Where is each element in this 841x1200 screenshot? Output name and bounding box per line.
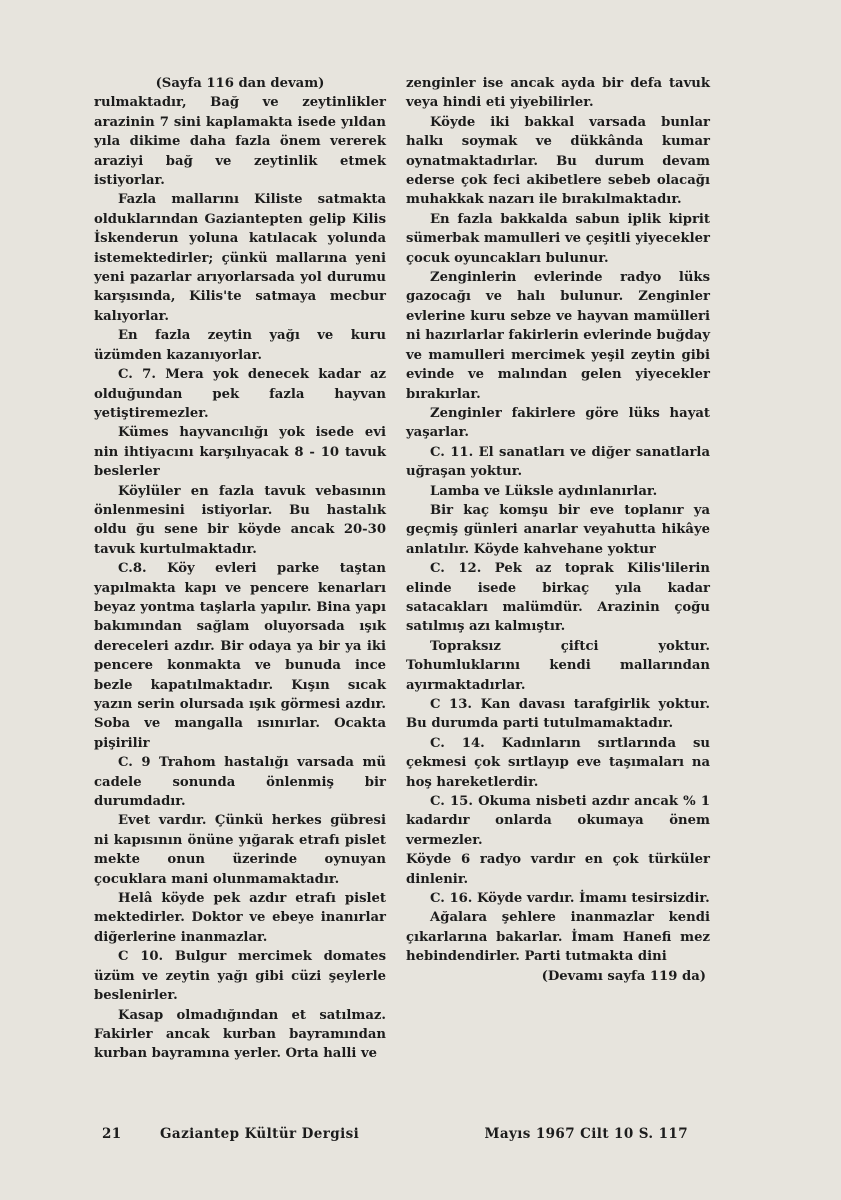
paragraph: C. 16. Köyde vardır. İmamı tesirsizdir. — [430, 891, 710, 907]
continued-on-note: (Devamı sayfa 119 da) — [541, 968, 706, 984]
paragraph: zenginler ise ancak ayda bir defa tavuk veya hindi eti yiyebilirler. — [406, 76, 710, 111]
paragraph: Bir kaç komşu bir eve toplanır ya geçmiş günleri anarlar veyahutta hikâye anlatılır. Köyde kahvehane yoktur — [406, 502, 710, 557]
journal-title: Gaziantep Kültür Dergisi — [160, 1126, 360, 1142]
paragraph: C. 7. Mera yok denecek kadar az olduğundan pek fazla hayvan yetiştiremezler. — [94, 367, 386, 421]
paragraph: C. 12. Pek az toprak Kilis'lilerin elinde isede birkaç yıla kadar satacakları malümdür. Arazinin çoğu satılmış azı kalmıştır. — [406, 561, 710, 635]
left-column — [94, 74, 386, 1064]
paragraph: Köyde iki bakkal varsada bunlar halkı soymak ve dükkânda kumar oynatmaktadırlar. Bu durum devam ederse çok feci akibetlere sebeb olacağı muhakkak nazarı ile bırakılmaktadır. — [406, 114, 710, 208]
continued-from-note: (Sayfa 116 dan devam) — [155, 76, 325, 91]
paragraph: Lamba ve Lüksle aydınlanırlar. — [430, 483, 658, 499]
paragraph: Kümes hayvancılığı yok isede evi nin ihtiyacını karşılıyacak 8 - 10 tavuk beslerler — [94, 425, 386, 480]
paragraph: C. 9 Trahom hastalığı varsada mü cadele sonunda önlenmiş bir durumdadır. — [94, 755, 386, 810]
paragraph: Helâ köyde pek azdır etrafı pislet mektedirler. Doktor ve ebeye inanırlar diğerlerine inanmazlar. — [94, 891, 386, 945]
paragraph: Köylüler en fazla tavuk vebasının önlenmesini istiyorlar. Bu hastalık oldu ğu sene bir köyde ancak 20-30 tavuk kurtulmaktadır. — [94, 483, 386, 557]
paragraph: Zenginlerin evlerinde radyo lüks gazocağı ve halı bulunur. Zenginler evlerine kuru sebze ve hayvan mamülleri ni hazırlarlar fakirlerin evlerinde buğday ve mamulleri mercimek yeşil zeytin gibi evinde ve malından gelen yiyecekler bırakırlar. — [406, 270, 710, 402]
paragraph: Ağalara şehlere inanmazlar kendi çıkarlarına bakarlar. İmam Hanefi mez hebindendirler. Parti tutmakta dini — [406, 910, 710, 965]
paragraph: C 13. Kan davası tarafgirlik yoktur. Bu durumda parti tutulmamaktadır. — [406, 697, 710, 732]
paragraph: Fazla mallarını Kiliste satmakta olduklarından Gaziantepten gelip Kilis İskenderun yoluna katılacak yolunda istemektedirler; çünkü mallarına yeni yeni pazarlar arıyorlarsada yol durumu karşısında, Kilis'te satmaya mecbur kalıyorlar. — [94, 192, 386, 324]
paragraph: En fazla zeytin yağı ve kuru üzümden kazanıyorlar. — [94, 328, 386, 363]
paragraph: Zenginler fakirlere göre lüks hayat yaşarlar. — [406, 405, 710, 441]
paragraph: C. 11. El sanatları ve diğer sanatlarla uğraşan yoktur. — [406, 444, 710, 480]
issue-info: Mayıs 1967 Cilt 10 S. 117 — [484, 1126, 688, 1142]
paragraph: C. 14. Kadınların sırtlarında su çekmesi çok sırtlayıp eve taşımaları na hoş hareketlerdir. — [406, 735, 710, 790]
paragraph: Kasap olmadığından et satılmaz. Fakirler ancak kurban bayramından kurban bayramına yerler. Orta halli ve — [94, 1007, 386, 1062]
paragraph: C.8. Köy evleri parke taştan yapılmakta kapı ve pencere kenarları beyaz yontma taşlarla yapılır. Bina yapı bakımından sağlam oluyorsada ışık dereceleri azdır. Bir odaya ya bir ya iki pencere konmakta ve bunuda ince bezle kapatılmaktadır. Kışın sıcak yazın serin olursada ışık görmesi azdır. Soba ve mangalla ısınırlar. Ocakta pişirilir — [94, 561, 386, 751]
page-number: 21 — [102, 1126, 122, 1142]
paragraph: En fazla bakkalda sabun iplik kiprit sümerbak mamulleri ve çeşitli yiyecekler çocuk oyuncakları bulunur. — [406, 211, 710, 266]
right-column — [406, 74, 710, 986]
paragraph: Topraksız çiftci yoktur. Tohumluklarını kendi mallarından ayırmaktadırlar. — [406, 638, 710, 693]
paragraph: C. 15. Okuma nisbeti azdır ancak % 1 kadardır onlarda okumaya önem vermezler. — [406, 794, 710, 848]
paragraph: Köyde 6 radyo vardır en çok türküler dinlenir. — [406, 852, 710, 887]
paragraph: rulmaktadır, Bağ ve zeytinlikler arazinin 7 sini kaplamakta isede yıldan yıla dikime daha fazla önem vererek araziyi bağ ve zeytinlik etmek istiyorlar. — [94, 95, 386, 189]
paragraph: C 10. Bulgur mercimek domates üzüm ve zeytin yağı gibi cüzi şeylerle beslenirler. — [94, 949, 386, 1004]
paragraph: Evet vardır. Çünkü herkes gübresi ni kapısının önüne yığarak etrafı pislet mekte onun üzerinde oynuyan çocuklara mani olunmamaktadır. — [94, 813, 386, 887]
